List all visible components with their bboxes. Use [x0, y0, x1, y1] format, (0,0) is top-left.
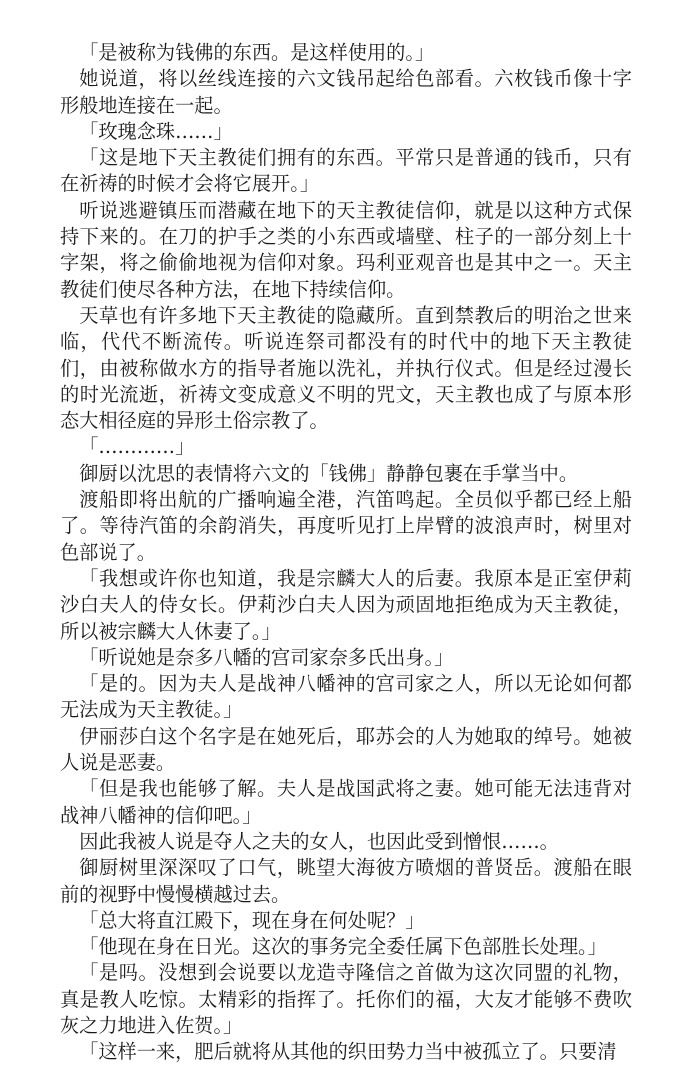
- paragraph-15: 因此我被人说是夺人之夫的女人，也因此受到憎恨……。: [79, 829, 559, 853]
- paragraph-12: 「是的。因为夫人是战神八幡神的宫司家之人，所以无论如何都无法成为天主教徒。」: [60, 672, 632, 722]
- paragraph-11: 「听说她是奈多八幡的宫司家奈多氏出身。」: [79, 645, 454, 669]
- paragraph-8: 御厨以沈思的表情将六文的「钱佛」静静包裹在手掌当中。: [79, 461, 579, 485]
- paragraph-6: 天草也有许多地下天主教徒的隐藏所。直到禁教后的明治之世来临，代代不断流传。听说连祭司都没有的时代中的地下天主教徒们，由被称做水方的指导者施以洗礼，并执行仪式。但是经过漫长的时光流逝，祈祷文变成意义不明的咒文，天主教也成了与原本形态大相径庭的异形土俗宗教了。: [60, 303, 632, 433]
- paragraph-10: 「我想或许你也知道，我是宗麟大人的后妻。我原本是正室伊莉沙白夫人的侍女长。伊莉沙白夫人因为顽固地拒绝成为天主教徒，所以被宗麟大人休妻了。」: [60, 566, 632, 643]
- paragraph-9: 渡船即将出航的广播响遍全港，汽笛鸣起。全员似乎都已经上船了。等待汽笛的余韵消失，再度听见打上岸臂的波浪声时，树里对色部说了。: [60, 488, 632, 564]
- paragraph-19: 「是吗。没想到会说要以龙造寺隆信之首做为这次同盟的礼物，真是教人吃惊。太精彩的指挥了。托你们的福，大友才能够不费吹灰之力地进入佐贺。」: [60, 961, 632, 1037]
- paragraph-5: 听说逃避镇压而潜藏在地下的天主教徒信仰，就是以这种方式保持下来的。在刀的护手之类的小东西或墙壁、柱子的一部分刻上十字架，将之偷偷地视为信仰对象。玛利亚观音也是其中之一。天主教徒们使尽各种方法，在地下持续信仰。: [60, 198, 632, 301]
- paragraph-13: 伊丽莎白这个名字是在她死后，耶苏会的人为她取的绰号。她被人说是恶妻。: [60, 724, 632, 775]
- paragraph-18: 「他现在身在日光。这次的事务完全委任属下色部胜长处理。」: [79, 935, 607, 959]
- paragraph-14: 「但是我也能够了解。夫人是战国武将之妻。她可能无法违背对战神八幡神的信仰吧。」: [60, 777, 632, 827]
- paragraph-4: 「这是地下天主教徒们拥有的东西。平常只是普通的钱币，只有在祈祷的时候才会将它展开。」: [60, 146, 632, 196]
- paragraph-16: 御厨树里深深叹了口气，眺望大海彼方喷烟的普贤岳。渡船在眼前的视野中慢慢横越过去。: [60, 856, 632, 906]
- paragraph-20: 「这样一来，肥后就将从其他的织田势力当中被孤立了。只要清: [79, 1040, 617, 1064]
- page-body: [60, 40, 632, 1066]
- paragraph-7: 「…………」: [79, 435, 195, 459]
- paragraph-1: 「是被称为钱佛的东西。是这样使用的。」: [79, 41, 435, 64]
- paragraph-2: 她说道，将以丝线连接的六文钱吊起给色部看。六枚钱币像十字形般地连接在一起。: [60, 67, 632, 117]
- paragraph-17: 「总大将直江殿下，现在身在何处呢？」: [79, 908, 425, 932]
- paragraph-3: 「玫瑰念珠……」: [79, 119, 233, 143]
